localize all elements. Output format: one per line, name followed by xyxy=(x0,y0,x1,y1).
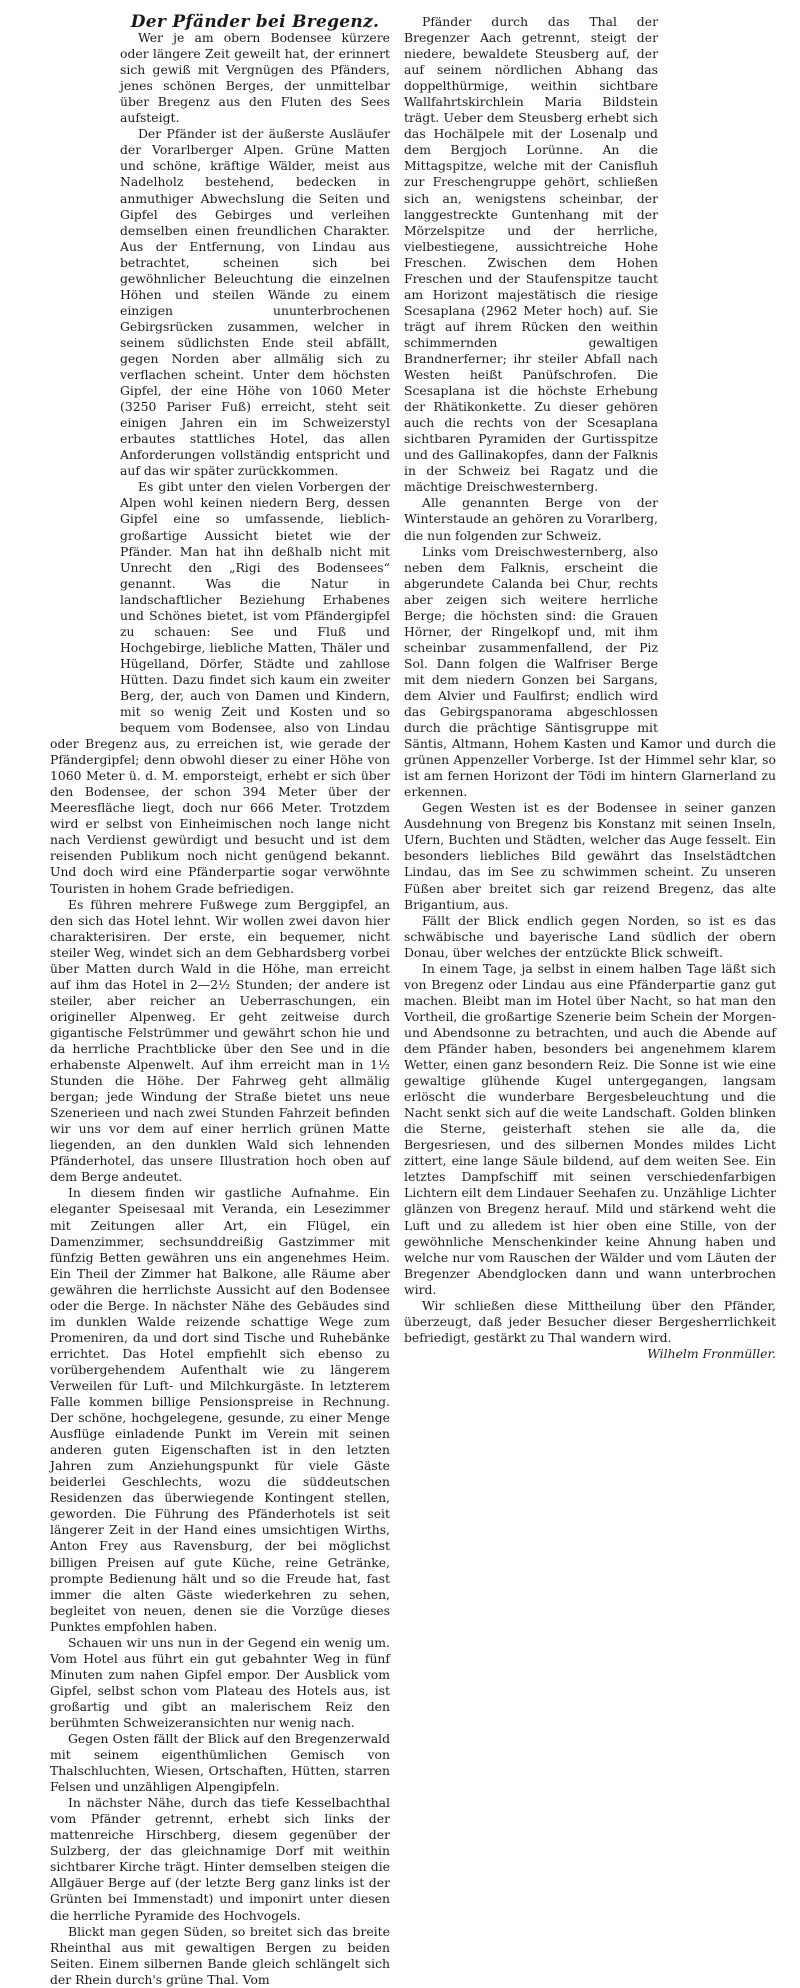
article-title: Der Pfänder bei Bregenz. xyxy=(130,12,380,32)
paragraph: Alle genannten Berge von der Winterstaude an gehören zu Vorarlberg, die nun folgenden zur Schweiz. xyxy=(404,495,658,543)
author-signature: Wilhelm Fronmüller. xyxy=(647,1345,776,1361)
paragraph: Der Pfänder ist der äußerste Ausläufer der Vorarlberger Alpen. Grüne Matten und schöne, kräftige Wälder, meist aus Nadelholz bestehend, bedecken in anmuthiger Abwechslung die Seiten und Gipfel des Gebirges und verleihen demselben einen freundlichen Charakter. Aus der Entfernung, von Lindau aus betrachtet, scheinen sich bei gewöhnlicher Beleuchtung die einzelnen Höhen und steilen Wände zu einem einzigen ununterbrochenen Gebirgsrücken zusammen, welcher in seinem südlichsten Ende steil abfällt, gegen Norden aber allmälig sich zu verflachen scheint. Unter dem höchsten Gipfel, der eine Höhe von 1060 Meter (3250 Pariser Fuß) erreicht, steht seit einigen Jahren ein im Schweizerstyl erbautes stattliches Hotel, das allen Anforderungen vollständig entspricht und auf das wir später zurückkommen. xyxy=(120,126,390,479)
paragraph: Links vom Dreischwesternberg, also neben dem Falknis, erscheint die abgerundete Calanda bei Chur, rechts aber zeigen sich weitere herrliche Berge; die höchsten sind: die Grauen Hörner, der Ringelkopf und, mit ihm scheinbar zusammenfallend, der Piz Sol. Dann folgen die Walfriser Berge mit dem niedern Gonzen bei Sargans, dem Alvier und Faulfirst; endlich wird das Gebirgspanorama abgeschlossen durch die prächtige Säntisgruppe mit Säntis, Altmann, Hohem Kasten und Kamor und durch die grünen Appenzeller Vorberge. Ist der Himmel sehr klar, so ist am fernen Horizont der Tödi im hintern Glarnerland zu erkennen. xyxy=(404,543,776,800)
paragraph: Wir schließen diese Mittheilung über den Pfänder, überzeugt, daß jeder Besucher dieser Bergesherrlichkeit befriedigt, gestärkt zu Thal wandern wird. xyxy=(404,1297,776,1345)
illustration-space-left xyxy=(50,14,120,736)
paragraph: Gegen Osten fällt der Blick auf den Bregenzerwald mit seinem eigenthümlichen Gemisch von Thalschluchten, Wiesen, Ortschaften, Hütten, starren Felsen und unzähligen Alpengipfeln. xyxy=(50,1731,390,1795)
paragraph: In einem Tage, ja selbst in einem halben Tage läßt sich von Bregenz oder Lindau aus eine Pfänderpartie ganz gut machen. Bleibt man im Hotel über Nacht, so hat man den Vortheil, die großartige Szenerie beim Schein der Morgen- und Abendsonne zu betrachten, und auch die Abende auf dem Pfänder haben, besonders bei angenehmem klarem Wetter, einen ganz besondern Reiz. Die Sonne ist wie eine gewaltige glühende Kugel untergegangen, langsam erlöscht die wunderbare Bergesbeleuchtung und die Nacht senkt sich auf die weite Landschaft. Golden blinken die Sterne, geisterhaft stehen sie alle da, die Bergesriesen, und des silbernen Mondes mildes Licht zittert, eine lange Säule bildend, auf dem weiten See. Ein letztes Dampfschiff mit seinen verschiedenfarbigen Lichtern eilt dem Lindauer Seehafen zu. Unzählige Lichter glänzen von Bregenz herauf. Mild und stärkend weht die Luft und zu alledem ist hier oben eine Stille, von der gewöhnliche Menschenkinder keine Ahnung haben und welche nur vom Rauschen der Wälder und vom Läuten der Bregenzer Abendglocken dann und wann unterbrochen wird. xyxy=(404,960,776,1297)
paragraph: Es gibt unter den vielen Vorbergen der Alpen wohl keinen niedern Berg, dessen Gipfel eine so umfassende, lieblich-großartige Aussicht bietet wie der Pfänder. Man hat ihn deßhalb nicht mit Unrecht den „Rigi des Bodensees“ genannt. Was die Natur in landschaftlicher Beziehung Erhabenes und Schönes bietet, ist vom Pfändergipfel zu schauen: See und Fluß und Hochgebirge, liebliche Matten, Thäler und Hügelland, Dörfer, Städte und zahllose Hütten. Dazu findet sich kaum ein zweiter Berg, der, auch von Damen und Kindern, mit so wenig Zeit und Kosten und so bequem vom Bodensee, also von Lindau oder Bregenz aus, zu erreichen ist, wie gerade der Pfändergipfel; denn obwohl dieser zu einer Höhe von 1060 Meter ü. d. M. emporsteigt, erhebt er sich über den Bodensee, der schon 394 Meter über der Meeresfläche liegt, doch nur 666 Meter. Trotzdem wird er selbst von Einheimischen noch lange nicht nach Verdienst gewürdigt und besucht und ist dem reisenden Publikum noch nicht genügend bekannt. Und doch wird eine Pfänderpartie sogar verwöhnte Touristen in hohem Grade befriedigen. xyxy=(50,479,390,896)
paragraph: Pfänder durch das Thal der Bregenzer Aach getrennt, steigt der niedere, bewaldete Steusberg auf, der auf seinem nördlichen Abhang das doppelthürmige, weithin sichtbare Wallfahrtskirchlein Maria Bildstein trägt. Ueber dem Steusberg erhebt sich das Hochälpele mit der Losenalp und dem Bergjoch Lorünne. An die Mittagspitze, welche mit der Canisfluh zur Freschengruppe gehört, schließen sich an, wenigstens scheinbar, der langgestreckte Guntenhang mit der Mörzelspitze und der herrliche, vielbestiegene, aussichtreiche Hohe Freschen. Zwischen dem Hohen Freschen und der Staufenspitze taucht am Horizont majestätisch die riesige Scesaplana (2962 Meter hoch) auf. Sie trägt auf ihrem Rücken den weithin schimmernden gewaltigen Brandnerferner; ihr steiler Abfall nach Westen heißt Panüfschrofen. Die Scesaplana ist die höchste Erhebung der Rhätikonkette. Zu dieser gehören auch die rechts von der Scesaplana sichtbaren Pyramiden der Gurtisspitze und des Gallinakopfes, dann der Falknis in der Schweiz bei Ragatz und die mächtige Dreischwesternberg. xyxy=(404,14,658,495)
paragraph: Es führen mehrere Fußwege zum Berggipfel, an den sich das Hotel lehnt. Wir wollen zwei davon hier charakterisiren. Der erste, ein bequemer, nicht steiler Weg, windet sich an dem Gebhardsberg vorbei über Matten durch Wald in die Höhe, man erreicht auf ihm das Hotel in 2—2½ Stunden; der andere ist steiler, aber reicher an Ueberraschungen, ein origineller Alpenweg. Er geht zeitweise durch gigantische Felstrümmer und gewährt schon hie und da herrliche Prachtblicke über den See und in die erhabenste Alpenwelt. Auf ihm erreicht man in 1½ Stunden die Höhe. Der Fahrweg geht allmälig bergan; jede Windung der Straße bietet uns neue Szenerieen und nach zwei Stunden Fahrzeit befinden wir uns vor dem auf einer herrlich grünen Matte liegenden, an den dunklen Wald sich lehnenden Pfänderhotel, das unsere Illustration hoch oben auf dem Berge andeutet. xyxy=(50,896,390,1185)
illustration-space-right xyxy=(658,14,776,722)
paragraph: Gegen Westen ist es der Bodensee in seiner ganzen Ausdehnung von Bregenz bis Konstanz mit seinen Inseln, Ufern, Buchten und Städten, welcher das Auge fesselt. Ein besonders liebliches Bild gewährt das Inselstädtchen Lindau, das im See zu schwimmen scheint. Zu unseren Füßen aber breitet sich gar reizend Bregenz, das alte Brigantium, aus. xyxy=(404,800,776,912)
paragraph: Schauen wir uns nun in der Gegend ein wenig um. Vom Hotel aus führt ein gut gebahnter Weg in fünf Minuten zum nahen Gipfel empor. Der Ausblick vom Gipfel, selbst schon vom Plateau des Hotels aus, ist großartig und gibt an malerischem Reiz den berühmten Schweizeransichten nur wenig nach. xyxy=(50,1634,390,1730)
right-column xyxy=(404,14,776,1362)
paragraph: In nächster Nähe, durch das tiefe Kesselbachthal vom Pfänder getrennt, erhebt sich links der mattenreiche Hirschberg, diesem gegenüber der Sulzberg, der das gleichnamige Dorf mit weithin sichtbarer Kirche trägt. Hinter demselben steigen die Allgäuer Berge auf (der letzte Berg ganz links ist der Grünten bei Immenstadt) und imponirt unter diesen die herrliche Pyramide des Hochvogels. xyxy=(50,1795,390,1923)
paragraph: Blickt man gegen Süden, so breitet sich das breite Rheinthal aus mit gewaltigen Bergen zu beiden Seiten. Einem silbernen Bande gleich schlängelt sich der Rhein durch's grüne Thal. Vom xyxy=(50,1923,390,1987)
left-column xyxy=(50,14,390,1988)
paragraph: In diesem finden wir gastliche Aufnahme. Ein eleganter Speisesaal mit Veranda, ein Lesezimmer mit Zeitungen aller Art, ein Flügel, ein Damenzimmer, sechsunddreißig Gastzimmer mit fünfzig Betten gewähren uns ein angenehmes Heim. Ein Theil der Zimmer hat Balkone, alle Räume aber gewähren die herrlichste Aussicht auf den Bodensee oder die Berge. In nächster Nähe des Gebäudes sind im dunklen Walde reizende schattige Wege zum Promeniren, da und dort sind Tische und Ruhebänke errichtet. Das Hotel empfiehlt sich ebenso zu vorübergehendem Aufenthalt wie zu längerem Verweilen für Luft- und Milchkurgäste. In letzterem Falle kommen billige Pensionspreise in Rechnung. Der schöne, hochgelegene, gesunde, zu einer Menge Ausflüge einladende Punkt im Verein mit seinen anderen guten Eigenschaften ist in den letzten Jahren zum Anziehungspunkt für viele Gäste beiderlei Geschlechts, wozu die süddeutschen Residenzen das überwiegende Kontingent stellen, geworden. Die Führung des Pfänderhotels ist seit längerer Zeit in der Hand eines umsichtigen Wirths, Anton Frey aus Ravensburg, der bei möglichst billigen Preisen auf gute Küche, reine Getränke, prompte Bedienung hält und so die Freude hat, fast immer die alten Gäste wiederkehren zu sehen, begleitet von neuen, denen sie die Vorzüge dieses Punktes empfohlen haben. xyxy=(50,1185,390,1634)
paragraph: Wer je am obern Bodensee kürzere oder längere Zeit geweilt hat, der erinnert sich gewiß mit Vergnügen des Pfänders, jenes schönen Berges, der unmittelbar über Bregenz aus den Fluten des Sees aufsteigt. xyxy=(120,30,390,126)
paragraph: Fällt der Blick endlich gegen Norden, so ist es das schwäbische und bayerische Land südlich der obern Donau, über welches der entzückte Blick schweift. xyxy=(404,912,776,960)
